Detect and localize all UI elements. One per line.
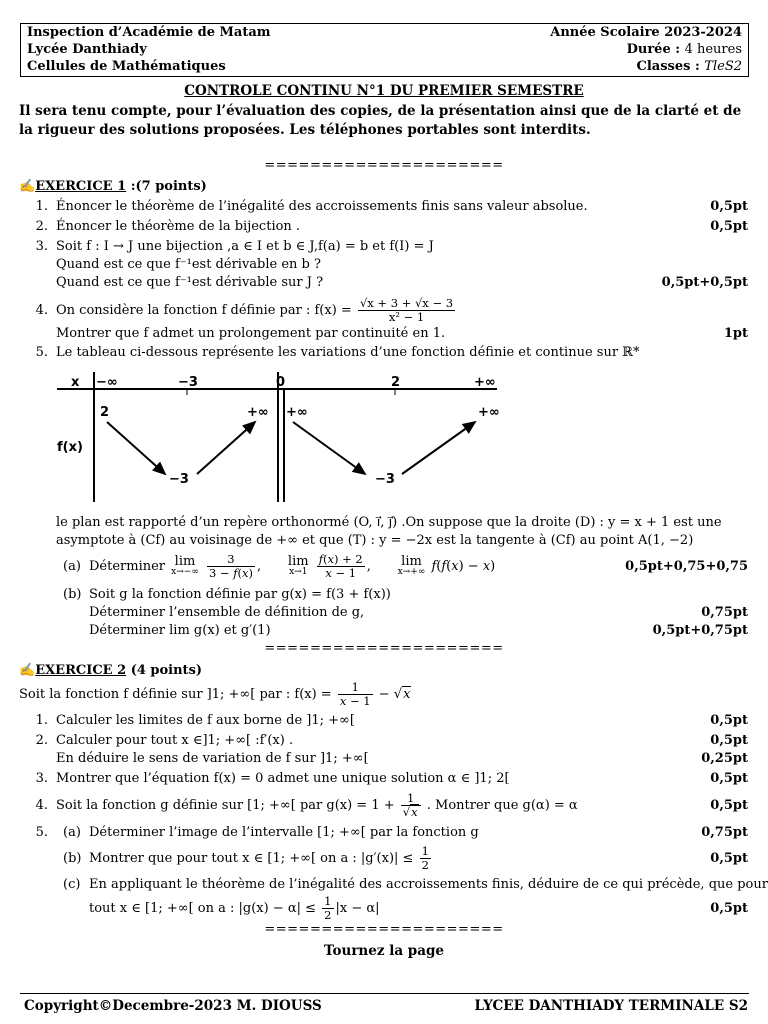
ex2-q1: 1. Calculer les limites de f aux borne de ]1; +∞[ 0,5pt <box>35 713 748 728</box>
ex1-q4-points: 1pt <box>723 326 748 341</box>
ex2-q5a: 5. (a) Déterminer l’image de l’intervalle [1; +∞[ par la fonction g 0,75pt <box>35 825 748 840</box>
ex2-q3: 3. Montrer que l’équation f(x) = 0 admet une unique solution α ∈ ]1; 2[ 0,5pt <box>35 771 748 786</box>
separator-2: ===================== <box>264 641 504 656</box>
ex1-q5a-label: (a) <box>63 559 81 574</box>
ex1-q3-points: 0,5pt+0,5pt <box>661 275 748 290</box>
ex1-q5-text: Le tableau ci-dessous représente les variations d’une fonction définie et continue sur ℝ* <box>56 345 640 360</box>
footer <box>24 998 748 1014</box>
header-row-3 <box>27 58 742 76</box>
variation-table <box>57 370 507 505</box>
table-f-minus-3-left: −3 <box>169 472 189 487</box>
ex2-q2b <box>0 750 768 768</box>
header-row-1 <box>27 24 742 42</box>
turn-page-note: Tournez la page <box>324 943 444 959</box>
ex1-q1-points: 0,5pt <box>710 199 748 214</box>
ex1-q3b <box>0 256 768 274</box>
ex1-q5b-label: (b) <box>63 587 82 602</box>
ex2-q2b-points: 0,25pt <box>701 751 748 766</box>
ex1-q5b-text-1: Soit g la fonction définie par g(x) = f(3 + f(x)) <box>89 587 391 602</box>
ex1-points: :(7 points) <box>130 179 207 194</box>
ex1-q5a: (a) Déterminer lim x→−∞ $\frac{3}{3 - f(x)}$ , lim x→1 $\frac{f(x) + 2}{x - 1}$ , lim x→+∞ f(f(x) − x) 0,5pt+0,75+0,75 <box>63 552 748 580</box>
footer-school: LYCEE DANTHIADY TERMINALE S2 <box>474 998 748 1014</box>
ex2-q3-text: Montrer que l’équation f(x) = 0 admet une unique solution α ∈ ]1; 2[ <box>56 771 510 786</box>
ex2-intro: Soit la fonction f définie sur ]1; +∞[ par : f(x) = $\frac{1}{x - 1}$ − √x <box>19 680 411 708</box>
header-row-2 <box>27 41 742 59</box>
ex1-q4b <box>0 325 768 343</box>
ex1-q1-text: Énoncer le théorème de l’inégalité des accroissements finis sans valeur absolue. <box>56 199 588 214</box>
department-name: Cellules de Mathématiques <box>27 59 226 74</box>
ex2-q5c-text-1: En appliquant le théorème de l’inégalité des accroissements finis, déduire de ce qui précède, que pour <box>89 877 768 892</box>
ex1-q3-text-c: Quand est ce que f⁻¹est dérivable sur J ? <box>56 275 324 290</box>
ex2-q2a-points: 0,5pt <box>710 733 748 748</box>
ex2-q5a-points: 0,75pt <box>701 825 748 840</box>
ex2-title: EXERCICE 2 <box>35 663 127 678</box>
arrow-increasing-1 <box>197 422 255 474</box>
ex1-q3c <box>0 274 768 292</box>
table-f-minus-3-right: −3 <box>375 472 395 487</box>
ex2-heading <box>0 662 768 680</box>
pencil-icon: ✍ <box>19 179 36 194</box>
ex1-q3-text-a: Soit f : I → J une bijection ,a ∈ I et b ∈ J,f(a) = b et f(I) = J <box>56 239 434 254</box>
ex1-q3a: 3. Soit f : I → J une bijection ,a ∈ I et b ∈ J,f(a) = b et f(I) = J <box>35 239 434 254</box>
header-box <box>20 23 749 77</box>
ex2-q5c-2: tout x ∈ [1; +∞[ on a : |g(x) − α| ≤ $\frac{1}{2}$ |x − α| 0,5pt <box>0 893 768 925</box>
page-title: CONTROLE CONTINU N°1 DU PREMIER SEMESTRE <box>184 83 584 99</box>
classes-label: Classes : <box>636 59 700 74</box>
ex2-q2b-text: En déduire le sens de variation de f sur ]1; +∞[ <box>56 751 369 766</box>
ex1-q2-points: 0,5pt <box>710 219 748 234</box>
ex1-q4a: 4. On considère la fonction f définie par : f(x) = $\frac{√x + 3 + √x - 3}{\text{x² − 1}}$ <box>35 296 454 324</box>
table-f-plus-inf-right: +∞ <box>286 405 308 420</box>
ex2-q4-points: 0,5pt <box>710 798 748 813</box>
ex2-q5c-points: 0,5pt <box>710 901 748 916</box>
ex2-q5b-text: Montrer que pour tout x ∈ [1; +∞[ on a : |g′(x)| ≤ <box>89 851 414 866</box>
ex1-q4-text-a: On considère la fonction f définie par : f(x) = <box>56 303 352 318</box>
ex1-q5b-text-2: Déterminer l’ensemble de définition de g, <box>89 605 365 620</box>
ex2-q5b-points: 0,5pt <box>710 851 748 866</box>
table-f-plus-inf-left: +∞ <box>247 405 269 420</box>
table-x-plus-inf: +∞ <box>474 375 496 390</box>
ex1-q5b-2 <box>0 604 768 622</box>
ex2-q1-points: 0,5pt <box>710 713 748 728</box>
ex2-q2a: 2. Calculer pour tout x ∈]1; +∞[ :f′(x) . 0,5pt <box>35 733 748 748</box>
duration-value: 4 heures <box>684 42 742 57</box>
ex1-q5-text-2 <box>0 532 768 550</box>
ex2-q5b: (b) Montrer que pour tout x ∈ [1; +∞[ on a : |g′(x)| ≤ $\frac{1}{2}$ 0,5pt <box>0 843 768 875</box>
duration-label: Durée : <box>626 42 681 57</box>
table-x-minus-3: −3 <box>178 375 198 390</box>
ex1-q4-text-b: Montrer que f admet un prolongement par continuité en 1. <box>56 326 446 341</box>
ex2-q4-text-end: . Montrer que g(α) = α <box>426 798 578 813</box>
ex1-q5a-text: Déterminer <box>89 559 166 574</box>
ex2-q4-text: Soit la fonction g définie sur [1; +∞[ par g(x) = 1 + <box>56 798 395 813</box>
table-x-0: 0 <box>276 375 286 390</box>
ex2-q3-points: 0,5pt <box>710 771 748 786</box>
table-f-label: f(x) <box>57 440 83 455</box>
ex2-points: (4 points) <box>130 663 203 678</box>
ex1-q5b-1 <box>0 586 768 604</box>
table-x-2: 2 <box>391 375 401 390</box>
ex1-q5b2-points: 0,75pt <box>701 605 748 620</box>
ex1-q5b3-points: 0,5pt+0,75pt <box>652 623 748 638</box>
school-name: Lycée Danthiady <box>27 42 147 57</box>
pencil-icon: ✍ <box>19 663 36 678</box>
ex2-q4: 4. Soit la fonction g définie sur [1; +∞[ par g(x) = 1 + $\frac{1}{√x}$ . Montrer que g(α) = α 0,5pt <box>0 790 768 822</box>
ex1-heading <box>0 178 768 196</box>
ex1-q5b-3 <box>0 622 768 640</box>
ex1-q5-context-2: asymptote à (Cf) au voisinage de +∞ et que (T) : y = −2x est la tangente à (Cf) au point A(1, −2) <box>56 533 694 548</box>
table-f-plus-inf-end: +∞ <box>478 405 500 420</box>
ex2-q5a-text: Déterminer l’image de l’intervalle [1; +∞[ par la fonction g <box>89 825 479 840</box>
school-year: Année Scolaire 2023-2024 <box>550 25 742 40</box>
ex1-q5: 5. Le tableau ci-dessous représente les variations d’une fonction définie et continue sur ℝ* <box>35 345 640 360</box>
ex1-q2: 2. Énoncer le théorème de la bijection . 0,5pt <box>35 219 748 234</box>
ex1-q3-text-b: Quand est ce que f⁻¹est dérivable en b ? <box>56 257 321 272</box>
ex1-q5-text-1 <box>0 514 768 532</box>
ex2-intro-text: Soit la fonction f définie sur ]1; +∞[ par : f(x) = <box>19 687 332 702</box>
footer-divider <box>20 993 749 994</box>
table-f-2: 2 <box>100 405 110 420</box>
table-x-minus-inf: −∞ <box>96 375 118 390</box>
classes-value: TleS2 <box>704 59 742 74</box>
ex1-q5a-points: 0,5pt+0,75+0,75 <box>625 559 748 574</box>
ex1-q4-numerator: √x + 3 + √x − 3 <box>359 296 454 310</box>
ex1-q2-text: Énoncer le théorème de la bijection . <box>56 219 301 234</box>
academy-name: Inspection d’Académie de Matam <box>27 25 271 40</box>
ex2-q2a-text: Calculer pour tout x ∈]1; +∞[ :f′(x) . <box>56 733 294 748</box>
intro-text: Il sera tenu compte, pour l’évaluation des copies, de la présentation ainsi que de la clarté et de la rigueur des solutions proposées. Les téléphones portables sont interdits. <box>19 103 742 138</box>
classes <box>637 58 743 76</box>
table-x-label: x <box>71 375 80 390</box>
ex1-q1: 1. Énoncer le théorème de l’inégalité des accroissements finis sans valeur absolue. 0,5pt <box>35 199 748 214</box>
ex2-q5c-text-2-end: |x − α| <box>335 901 380 916</box>
ex1-q4-denominator: x² − 1 <box>388 310 425 324</box>
separator-1: ===================== <box>264 158 504 173</box>
ex2-q1-text: Calculer les limites de f aux borne de ]1; +∞[ <box>56 713 355 728</box>
ex2-q5c-text-2: tout x ∈ [1; +∞[ on a : |g(x) − α| ≤ <box>89 901 317 916</box>
ex1-title: EXERCICE 1 <box>35 179 127 194</box>
ex1-q5b-text-3: Déterminer lim g(x) et g′(1) <box>89 623 271 638</box>
ex2-q5c-1: (c) En appliquant le théorème de l’inégalité des accroissements finis, déduire de ce qui précède, que pour <box>63 877 768 892</box>
arrow-decreasing-2 <box>293 422 365 474</box>
arrow-increasing-2 <box>402 422 475 474</box>
ex1-q5-context-1: le plan est rapporté d’un repère orthonormé (O, i⃗, j⃗) .On suppose que la droite (D) : y = x + 1 est une <box>56 515 722 530</box>
footer-copyright: Copyright©Decembre-2023 M. DIOUSS <box>24 998 322 1014</box>
separator-3: ===================== <box>264 922 504 937</box>
arrow-decreasing-1 <box>107 422 165 474</box>
duration <box>627 41 742 59</box>
ex1-q4-fraction <box>358 297 455 324</box>
